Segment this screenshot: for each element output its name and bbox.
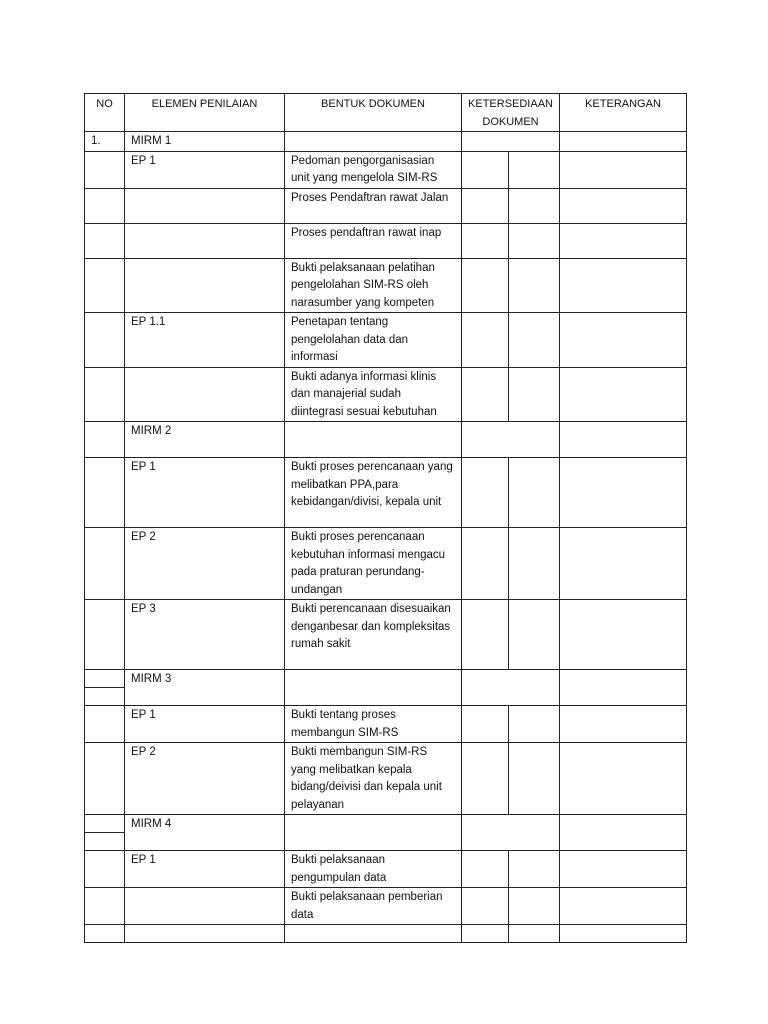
cell-keterangan bbox=[560, 670, 687, 706]
cell-keterangan bbox=[560, 528, 687, 600]
cell-ketersediaan bbox=[462, 670, 560, 706]
header-no: NO bbox=[85, 94, 125, 132]
table-row bbox=[85, 258, 687, 313]
cell-elemen-penilaian: EP 1 bbox=[125, 851, 285, 888]
table-row bbox=[85, 851, 687, 888]
cell-no bbox=[85, 851, 125, 888]
cell-no bbox=[85, 223, 125, 258]
cell-no bbox=[85, 743, 125, 815]
cell-ketersediaan bbox=[462, 815, 560, 851]
cell-ketersediaan-tidak bbox=[509, 458, 560, 528]
cell-no-upper bbox=[85, 815, 124, 833]
cell-bentuk-dokumen: Bukti membangun SIM-RS yang melibatkan kepala bidang/deivisi dan kepala unit pelayanan bbox=[285, 743, 462, 815]
cell-elemen-penilaian: EP 2 bbox=[125, 743, 285, 815]
table-row bbox=[85, 600, 687, 670]
cell-ketersediaan-ada bbox=[462, 313, 509, 368]
cell-ketersediaan-tidak bbox=[509, 528, 560, 600]
cell-no bbox=[85, 706, 125, 743]
table-row bbox=[85, 528, 687, 600]
cell-keterangan bbox=[560, 132, 687, 152]
cell-ketersediaan-ada bbox=[462, 258, 509, 313]
cell-ketersediaan-ada bbox=[462, 367, 509, 422]
table-row bbox=[85, 422, 687, 458]
cell-ketersediaan-ada bbox=[462, 151, 509, 188]
cell-no-upper bbox=[85, 670, 124, 688]
cell-bentuk-dokumen bbox=[285, 925, 462, 943]
table-row bbox=[85, 670, 687, 706]
cell-no bbox=[85, 422, 125, 458]
cell-keterangan bbox=[560, 888, 687, 925]
cell-bentuk-dokumen: Bukti proses perencanaan kebutuhan informasi mengacu pada praturan perundang-undangan bbox=[285, 528, 462, 600]
cell-elemen-penilaian: MIRM 1 bbox=[125, 132, 285, 152]
cell-no bbox=[85, 151, 125, 188]
cell-no bbox=[85, 258, 125, 313]
cell-elemen-penilaian: EP 1 bbox=[125, 151, 285, 188]
cell-elemen-penilaian: MIRM 3 bbox=[125, 670, 285, 706]
cell-keterangan bbox=[560, 925, 687, 943]
cell-bentuk-dokumen bbox=[285, 132, 462, 152]
cell-bentuk-dokumen: Bukti adanya informasi klinis dan manajerial sudah diintegrasi sesuai kebutuhan bbox=[285, 367, 462, 422]
cell-ketersediaan bbox=[462, 422, 560, 458]
cell-ketersediaan-tidak bbox=[509, 600, 560, 670]
cell-bentuk-dokumen bbox=[285, 815, 462, 851]
cell-ketersediaan-ada bbox=[462, 706, 509, 743]
cell-no bbox=[85, 528, 125, 600]
cell-elemen-penilaian bbox=[125, 925, 285, 943]
cell-bentuk-dokumen: Proses pendaftran rawat inap bbox=[285, 223, 462, 258]
cell-keterangan bbox=[560, 258, 687, 313]
cell-elemen-penilaian: MIRM 2 bbox=[125, 422, 285, 458]
cell-bentuk-dokumen: Bukti pelaksanaan pengumpulan data bbox=[285, 851, 462, 888]
cell-bentuk-dokumen: Bukti perencanaan disesuaikan denganbesar dan kompleksitas rumah sakit bbox=[285, 600, 462, 670]
cell-no bbox=[85, 367, 125, 422]
header-elemen-penilaian: ELEMEN PENILAIAN bbox=[125, 94, 285, 132]
cell-bentuk-dokumen: Bukti proses perencanaan yang melibatkan PPA,para kebidangan/divisi, kepala unit bbox=[285, 458, 462, 528]
cell-keterangan bbox=[560, 851, 687, 888]
table-row bbox=[85, 888, 687, 925]
cell-keterangan bbox=[560, 422, 687, 458]
cell-ketersediaan-ada bbox=[462, 851, 509, 888]
cell-keterangan bbox=[560, 706, 687, 743]
cell-elemen-penilaian bbox=[125, 367, 285, 422]
table-row bbox=[85, 367, 687, 422]
cell-no bbox=[85, 925, 125, 943]
cell-no bbox=[85, 815, 125, 851]
cell-keterangan bbox=[560, 188, 687, 223]
cell-elemen-penilaian: EP 2 bbox=[125, 528, 285, 600]
cell-bentuk-dokumen: Pedoman pengorganisasian unit yang mengelola SIM-RS bbox=[285, 151, 462, 188]
cell-elemen-penilaian: EP 1.1 bbox=[125, 313, 285, 368]
table-row bbox=[85, 151, 687, 188]
cell-ketersediaan-ada bbox=[462, 188, 509, 223]
cell-keterangan bbox=[560, 600, 687, 670]
cell-keterangan bbox=[560, 743, 687, 815]
cell-ketersediaan-tidak bbox=[509, 188, 560, 223]
table-row bbox=[85, 458, 687, 528]
cell-ketersediaan-tidak bbox=[509, 223, 560, 258]
cell-keterangan bbox=[560, 223, 687, 258]
cell-keterangan bbox=[560, 313, 687, 368]
cell-ketersediaan-tidak bbox=[509, 925, 560, 943]
cell-no bbox=[85, 458, 125, 528]
cell-bentuk-dokumen: Bukti pelaksanaan pelatihan pengelolahan SIM-RS oleh narasumber yang kompeten bbox=[285, 258, 462, 313]
cell-elemen-penilaian: EP 1 bbox=[125, 458, 285, 528]
table-row bbox=[85, 815, 687, 851]
cell-no: 1. bbox=[85, 132, 125, 152]
cell-ketersediaan-ada bbox=[462, 743, 509, 815]
cell-no-lower bbox=[85, 688, 124, 705]
table-row bbox=[85, 706, 687, 743]
cell-ketersediaan-tidak bbox=[509, 313, 560, 368]
cell-ketersediaan-ada bbox=[462, 223, 509, 258]
cell-ketersediaan-tidak bbox=[509, 706, 560, 743]
cell-bentuk-dokumen: Bukti tentang proses membangun SIM-RS bbox=[285, 706, 462, 743]
cell-no bbox=[85, 188, 125, 223]
cell-ketersediaan-ada bbox=[462, 925, 509, 943]
cell-keterangan bbox=[560, 151, 687, 188]
cell-bentuk-dokumen: Bukti pelaksanaan pemberian data bbox=[285, 888, 462, 925]
header-keterangan: KETERANGAN bbox=[560, 94, 687, 132]
table-row bbox=[85, 223, 687, 258]
table-row bbox=[85, 925, 687, 943]
cell-bentuk-dokumen: Proses Pendaftran rawat Jalan bbox=[285, 188, 462, 223]
header-bentuk-dokumen: BENTUK DOKUMEN bbox=[285, 94, 462, 132]
cell-ketersediaan-tidak bbox=[509, 151, 560, 188]
cell-elemen-penilaian bbox=[125, 888, 285, 925]
cell-no-lower bbox=[85, 833, 124, 850]
assessment-table bbox=[84, 93, 687, 943]
table-row bbox=[85, 188, 687, 223]
cell-bentuk-dokumen bbox=[285, 670, 462, 706]
cell-keterangan bbox=[560, 367, 687, 422]
cell-ketersediaan-tidak bbox=[509, 367, 560, 422]
header-ketersediaan-dokumen: KETERSEDIAAN DOKUMEN bbox=[462, 94, 560, 132]
cell-no bbox=[85, 670, 125, 706]
cell-keterangan bbox=[560, 458, 687, 528]
cell-ketersediaan-tidak bbox=[509, 743, 560, 815]
cell-bentuk-dokumen bbox=[285, 422, 462, 458]
cell-no bbox=[85, 888, 125, 925]
cell-elemen-penilaian bbox=[125, 258, 285, 313]
table-row bbox=[85, 132, 687, 152]
cell-elemen-penilaian: MIRM 4 bbox=[125, 815, 285, 851]
assessment-document bbox=[84, 93, 686, 943]
table-row bbox=[85, 313, 687, 368]
cell-elemen-penilaian bbox=[125, 223, 285, 258]
cell-no bbox=[85, 600, 125, 670]
cell-ketersediaan-ada bbox=[462, 528, 509, 600]
cell-ketersediaan bbox=[462, 132, 560, 152]
cell-ketersediaan-tidak bbox=[509, 888, 560, 925]
cell-bentuk-dokumen: Penetapan tentang pengelolahan data dan informasi bbox=[285, 313, 462, 368]
table-header-row bbox=[85, 94, 687, 132]
cell-ketersediaan-ada bbox=[462, 888, 509, 925]
cell-no bbox=[85, 313, 125, 368]
cell-ketersediaan-ada bbox=[462, 458, 509, 528]
cell-elemen-penilaian: EP 3 bbox=[125, 600, 285, 670]
cell-ketersediaan-tidak bbox=[509, 258, 560, 313]
cell-elemen-penilaian: EP 1 bbox=[125, 706, 285, 743]
cell-ketersediaan-ada bbox=[462, 600, 509, 670]
cell-ketersediaan-tidak bbox=[509, 851, 560, 888]
table-row bbox=[85, 743, 687, 815]
cell-elemen-penilaian bbox=[125, 188, 285, 223]
cell-keterangan bbox=[560, 815, 687, 851]
